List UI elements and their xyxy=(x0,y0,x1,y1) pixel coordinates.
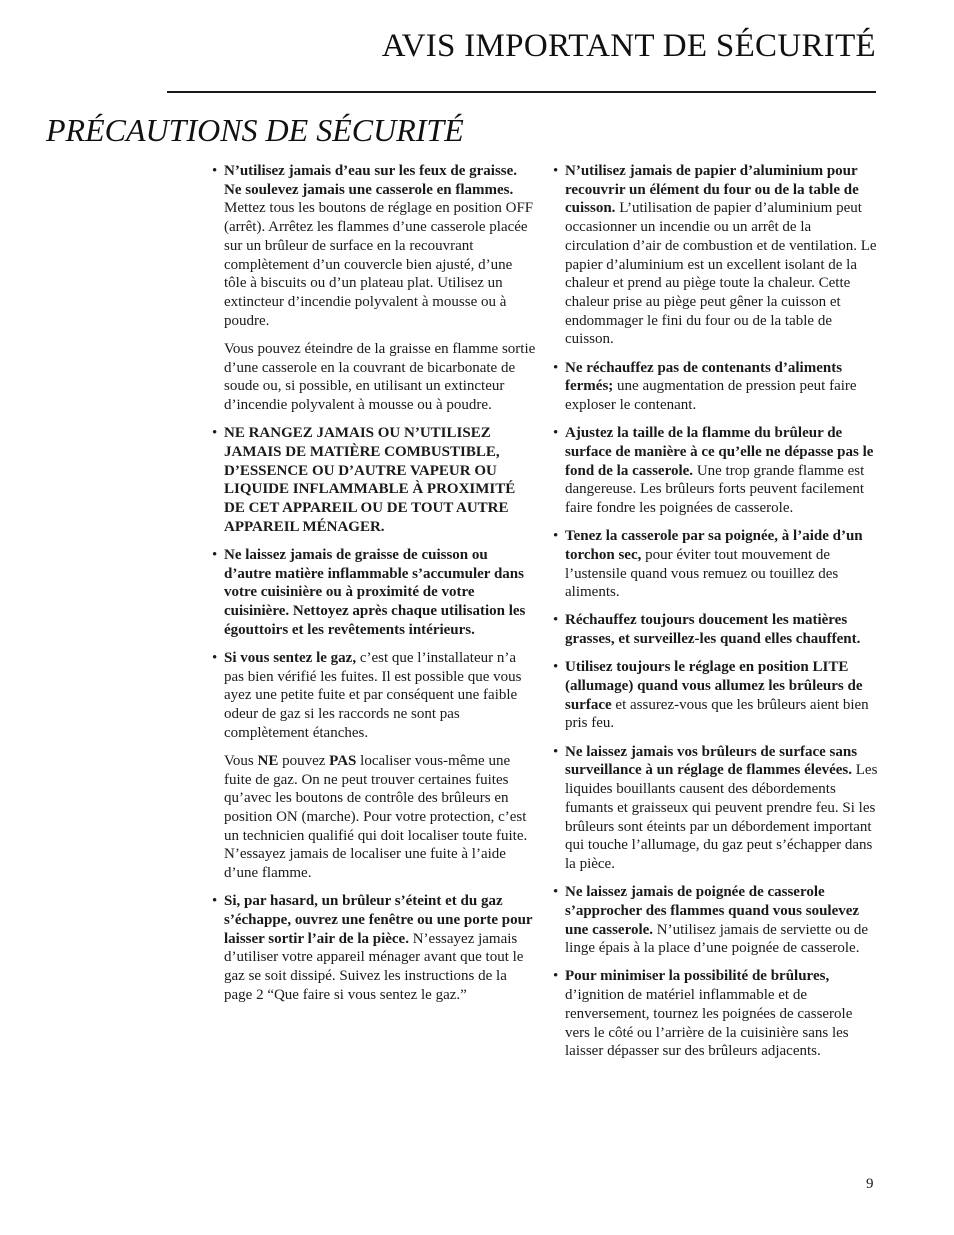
paragraph-text: Vous xyxy=(224,752,258,769)
item-bold-text: Tenez la casserole par sa poignée, à l’aide d’un torchon sec, xyxy=(565,528,863,563)
bullet-item xyxy=(553,883,878,958)
item-text: N’utilisez jamais de serviette ou de linge épais à la place d’une poignée de casserole. xyxy=(565,921,868,957)
page-number: 9 xyxy=(866,1176,874,1192)
left-column xyxy=(212,162,537,1014)
paragraph-bold: PAS xyxy=(329,752,357,769)
bullet-marker: • xyxy=(553,359,559,376)
item-text: c’est que l’installateur n’a pas bien vérifié les fuites. Il est possible que vous ayez une petite fuite et par conséquent une faible odeur de gaz si les raccords ne sont pas complètement étanches. xyxy=(224,649,522,741)
section-title: PRÉCAUTIONS DE SÉCURITÉ xyxy=(46,112,464,148)
paragraph xyxy=(212,752,537,883)
paragraph-bold: NE xyxy=(257,752,279,769)
bullet-item xyxy=(212,162,537,330)
header-rule xyxy=(167,91,876,93)
item-bold-text: Utilisez toujours le réglage en position LITE (allumage) quand vous allumez les brûleurs de surface xyxy=(565,659,863,713)
header-title: AVIS IMPORTANT DE SÉCURITÉ xyxy=(381,28,876,64)
bullet-item xyxy=(553,611,878,648)
bullet-marker: • xyxy=(553,425,559,442)
bullet-marker: • xyxy=(212,649,218,666)
paragraph-text: localiser vous-même une fuite de gaz. On ne peut trouver certaines fuites qu’avec les boutons de contrôle des brûleurs en position ON (marche). Pour votre protection, c’est un technicien qualifié qui doit localiser toute fuite. N’essayez jamais de localiser une fuite à l’aide d’une flamme. xyxy=(224,752,528,882)
bullet-marker: • xyxy=(212,546,218,563)
item-bold-text: Ne laissez jamais vos brûleurs de surface sans surveillance à un réglage de flammes élevées. xyxy=(565,743,858,779)
item-text: et assurez-vous que les brûleurs aient bien pris feu. xyxy=(565,696,869,732)
bullet-marker: • xyxy=(212,425,218,442)
bullet-item xyxy=(553,743,878,874)
item-bold-text: Si vous sentez le gaz, xyxy=(224,649,357,666)
bullet-item xyxy=(212,546,537,640)
bullet-marker: • xyxy=(553,884,559,901)
bullet-item xyxy=(553,527,878,602)
item-bold-text: Ne réchauffez pas de contenants d’aliments fermés; xyxy=(565,359,843,395)
bullet-item xyxy=(212,424,537,536)
item-bold-text: N’utilisez jamais d’eau sur les feux de graisse. Ne soulevez jamais une casserole en flammes. xyxy=(224,163,518,198)
bullet-item xyxy=(553,424,878,518)
bullet-marker: • xyxy=(553,968,559,985)
bullet-marker: • xyxy=(553,163,559,179)
bullet-item xyxy=(212,892,537,1004)
item-text: d’ignition de matériel inflammable et de renversement, tournez les poignées de casserole vers le côté ou l’arrière de la cuisinière sans les laisser dépasser sur des brûleurs adjacents. xyxy=(565,987,853,1060)
item-text: L’utilisation de papier d’aluminium peut occasionner un incendie ou un arrêt de la circulation d’air de combustion et de ventilation. Le papier d’aluminium est un excellent isolant de la chaleur et prend au piège toute la chaleur. Cette chaleur prise au piège peut gêner la cuisson et endommager le fini du four ou de la table de cuisson. xyxy=(565,200,877,348)
item-text: Mettez tous les boutons de réglage en position OFF (arrêt). Arrêtez les flammes d’une casserole placée sur un brûleur de surface en la recouvrant complètement d’un couvercle bien ajusté, d’une tôle à biscuits ou d’un plateau plat. Utilisez un extincteur d’incendie polyvalent à mousse ou à poudre. xyxy=(224,200,534,329)
bullet-marker: • xyxy=(553,743,559,760)
item-text: N’essayez jamais d’utiliser votre appareil ménager avant que tout le gaz se soit dissipé. Suivez les instructions de la page 2 “Que faire si vous sentez le gaz.” xyxy=(224,930,524,1003)
item-text: une augmentation de pression peut faire exploser le contenant. xyxy=(565,378,857,413)
item-bold-text: NE RANGEZ JAMAIS OU N’UTILISEZ JAMAIS DE MATIÈRE COMBUSTIBLE, D’ESSENCE OU D’AUTRE VAPEUR OU LIQUIDE INFLAMMABLE À PROXIMITÉ DE CET APPAREIL OU DE TOUT AUTRE APPAREIL MÉNAGER. xyxy=(224,425,516,535)
paragraph: Vous pouvez éteindre de la graisse en flamme sortie d’une casserole en la couvrant de bicarbonate de soude ou, si possible, en utilisant un extincteur d’incendie polyvalent à mousse ou à poudre. xyxy=(224,340,536,413)
bullet-item xyxy=(212,649,537,743)
item-bold-text: Ne laissez jamais de poignée de casserole s’approcher des flammes quand vous soulevez une casserole. xyxy=(565,884,860,938)
item-text: Une trop grande flamme est dangereuse. Les brûleurs forts peuvent facilement faire fondre les poignées de casserole. xyxy=(565,462,865,516)
bullet-marker: • xyxy=(553,528,559,545)
item-bold-text: Ne laissez jamais de graisse de cuisson ou d’autre matière inflammable s’accumuler dans votre cuisinière ou à proximité de votre cuisinière. Nettoyez après chaque utilisation les égouttoirs et les revêtements intérieurs. xyxy=(224,546,526,638)
bullet-item xyxy=(553,967,878,1061)
item-bold-text: Réchauffez toujours doucement les matières grasses, et surveillez-les quand elles chauffent. xyxy=(565,612,861,648)
item-text: Les liquides bouillants causent des débordements fumants et graisseux qui peuvent prendre feu. Si les brûleurs sont éteints par un débordement important qui touche l’allumage, du gaz peut s’échapper dans la pièce. xyxy=(565,762,878,872)
bullet-marker: • xyxy=(212,163,218,179)
bullet-item xyxy=(553,658,878,733)
item-bold-text: Pour minimiser la possibilité de brûlures, xyxy=(565,968,830,985)
item-text: pour éviter tout mouvement de l’ustensile quand vous remuez ou touillez des aliments. xyxy=(565,546,839,601)
item-bold-text: N’utilisez jamais de papier d’aluminium pour recouvrir un élément du four ou de la table de cuisson. xyxy=(565,163,859,217)
right-column xyxy=(553,162,878,1070)
bullet-marker: • xyxy=(212,893,218,910)
bullet-marker: • xyxy=(553,612,559,629)
item-bold-text: Si, par hasard, un brûleur s’éteint et du gaz s’échappe, ouvrez une fenêtre ou une porte pour laisser sortir l’air de la pièce. xyxy=(224,893,533,947)
item-bold-text: Ajustez la taille de la flamme du brûleur de surface de manière à ce qu’elle ne dépasse pas le fond de la casserole. xyxy=(565,425,874,479)
bullet-item xyxy=(553,162,878,349)
paragraph-text: pouvez xyxy=(278,752,330,769)
bullet-item xyxy=(553,359,878,415)
bullet-marker: • xyxy=(553,659,559,676)
